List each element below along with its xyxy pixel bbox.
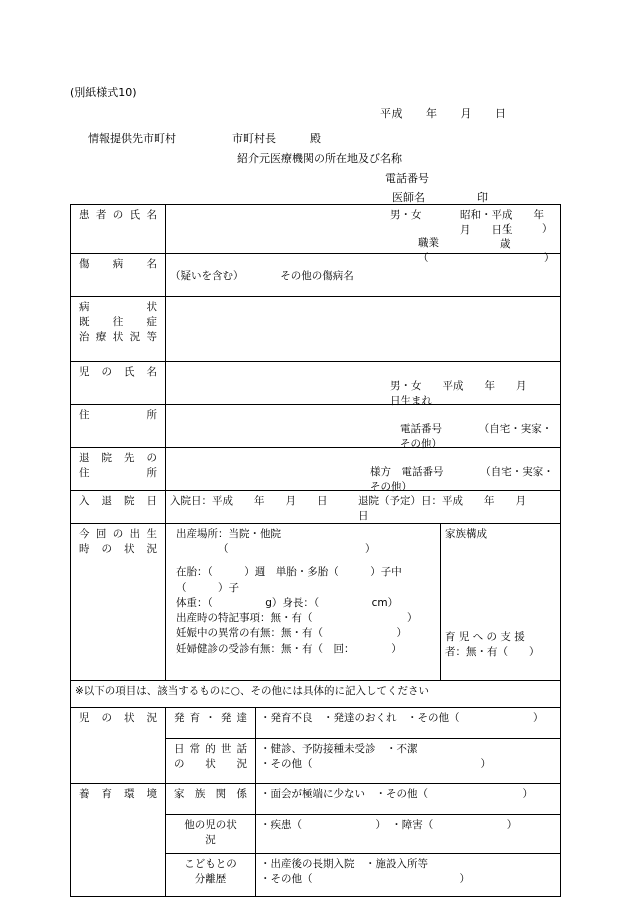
- discharge-address-text: 様方 電話番号 （自宅・実家・その他）: [370, 466, 554, 494]
- family-relations-value: ・面会が極端に少ない ・その他（ ）: [256, 784, 561, 815]
- birth-place: 出産場所：当院・他院: [176, 528, 281, 540]
- recipient-prefix: 情報提供先市町村: [88, 132, 176, 145]
- daily-care-value-line2: ・その他（ ）: [260, 758, 491, 771]
- table-row-discharge-address: [71, 448, 561, 491]
- table-row-birth-status: [71, 524, 561, 681]
- pregnancy-abnormality: 妊娠中の異常の有無：無・有（ ）: [176, 627, 407, 640]
- referral-organization: 紹介元医療機関の所在地及び名称: [237, 152, 402, 165]
- telephone-label: 電話番号: [385, 172, 429, 185]
- table-row-child-name: [71, 362, 561, 405]
- separation-history-label: こどもとの 分離歴: [166, 854, 256, 897]
- table-row-development: [71, 708, 561, 739]
- childcare-support-value: 者：無・有（ ）: [445, 646, 540, 659]
- admission-date: 入院日：平成 年 月 日: [170, 495, 328, 507]
- admission-label: 入 退 院 日: [71, 491, 166, 524]
- discharge-date: 退院（予定）日：平成 年 月 日: [358, 495, 547, 523]
- table-row-address: [71, 405, 561, 448]
- disease-name-label: 傷 病 名: [71, 254, 166, 297]
- other-children-value: ・疾患（ ） ・障害（ ）: [256, 815, 561, 854]
- address-value: [166, 405, 561, 451]
- child-name-label: 児の氏名: [71, 362, 166, 405]
- other-children-label: 他の児の状 況: [166, 815, 256, 854]
- seal-label: 印: [477, 191, 488, 204]
- separation-value-line2: ・その他（ ）: [260, 873, 470, 886]
- discharge-address-value: [166, 448, 561, 494]
- recipient-honorific: 殿: [310, 132, 321, 145]
- daily-care-label: 日 常 的 世 話 の状況: [166, 739, 256, 784]
- recipient-role: 市町村長: [232, 132, 276, 145]
- table-row-patient-name: [71, 205, 561, 254]
- table-row-family-relations: [71, 784, 561, 815]
- family-structure-label: 家族構成: [445, 528, 487, 540]
- doctor-label: 医師名: [392, 191, 425, 204]
- patient-gender: 男・女: [390, 209, 422, 221]
- condition-value: [166, 297, 561, 362]
- discharge-address-label: 退 院 先 の 住 所: [71, 448, 166, 491]
- patient-name-label: 患者の氏名: [71, 205, 166, 254]
- patient-birth: 昭和・平成 年 月 日生: [460, 209, 565, 237]
- table-row-admission-dates: [71, 491, 561, 524]
- patient-name-value-cell: [166, 205, 565, 265]
- recipient-line: [88, 130, 321, 146]
- form-number: (別紙様式10): [70, 86, 137, 99]
- childcare-support-label: 育 児 へ の 支 援: [445, 631, 525, 644]
- patient-occupation: 職業（ ）: [418, 237, 555, 265]
- separation-value-line1: ・出産後の長期入院 ・施設入所等: [260, 858, 428, 870]
- care-environment-label: 養 育 環 境: [71, 784, 166, 897]
- child-name-value: [166, 362, 561, 408]
- separation-history-value: [256, 854, 561, 897]
- table-row-note: [71, 681, 561, 708]
- child-gender-birth: 男・女 平成 年 月 日生まれ: [390, 380, 548, 408]
- family-structure-cell: [441, 524, 561, 681]
- disease-name-text: （疑いを含む） その他の傷病名: [170, 270, 354, 282]
- fetus-info: 在胎：（ ）週 単胎・多胎（ ）子中（ ）子: [176, 566, 402, 594]
- instruction-note: ※以下の項目は、該当するものに○、その他には具体的に記入してください: [71, 681, 561, 708]
- weight-height: 体重：（ g）身長：（ cm）: [176, 596, 399, 609]
- main-form-table: [70, 204, 565, 897]
- table-row-condition: [71, 297, 561, 362]
- birth-status-value: [166, 524, 441, 681]
- child-status-label: 児 の 状 況: [71, 708, 166, 784]
- birth-place-blank: （ ）: [218, 543, 376, 556]
- daily-care-value-line1: ・健診、予防接種未受診 ・不潔: [260, 743, 418, 755]
- family-relations-label: 家 族 関 係: [166, 784, 256, 815]
- doctor-line: [392, 189, 488, 205]
- development-label: 発育・発達: [166, 708, 256, 739]
- condition-label: 病 状 既 往 症 治 療 状 況 等: [71, 297, 166, 362]
- address-label: 住 所: [71, 405, 166, 448]
- patient-age: （ ）歳: [500, 223, 553, 251]
- development-value: ・発育不良 ・発達のおくれ ・その他（ ）: [256, 708, 561, 739]
- birth-special-notes: 出産時の特記事項：無・有（ ）: [176, 612, 418, 625]
- daily-care-value: [256, 739, 561, 784]
- date-line: 平成 年 月 日: [380, 107, 507, 120]
- address-tel: 電話番号 （自宅・実家・その他）: [400, 423, 553, 451]
- birth-status-label: 今回の出生 時 の 状 況: [71, 524, 166, 681]
- admission-dates-value: [166, 491, 561, 524]
- prenatal-checkup: 妊婦健診の受診有無：無・有（ 回： ）: [176, 642, 402, 655]
